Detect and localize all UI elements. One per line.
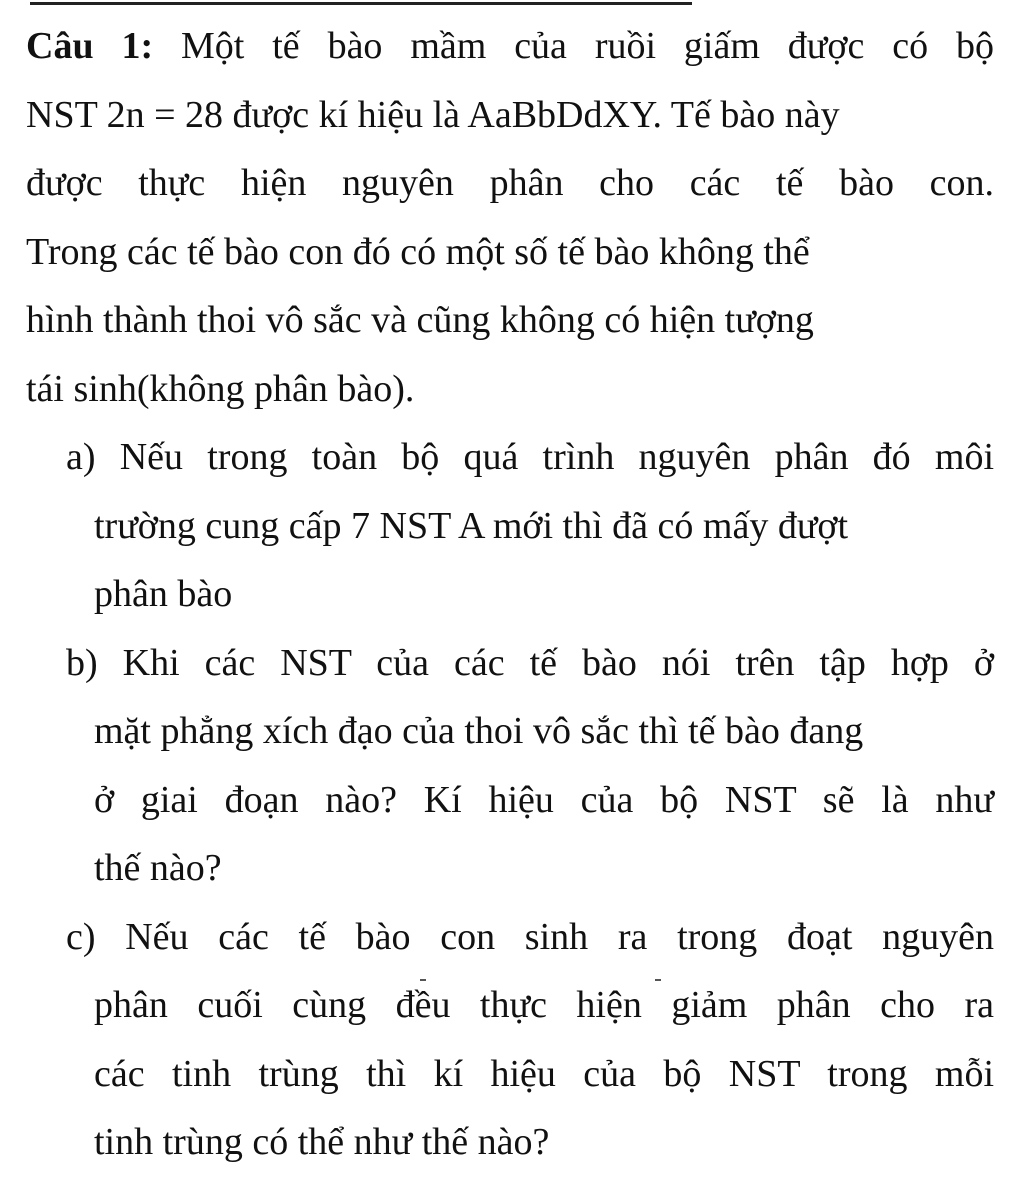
part-a-line: phân bào xyxy=(94,573,233,615)
part-c-line: các tinh trùng thì kí hiệu của bộ NST trong mỗi xyxy=(94,1052,994,1095)
part-a-line: a) Nếu trong toàn bộ quá trình nguyên phân đó môi xyxy=(66,436,994,478)
part-b-line: ở giai đoạn nào? Kí hiệu của bộ NST sẽ là như xyxy=(94,778,994,821)
part-b-line: b) Khi các NST của các tế bào nói trên tập hợp ở xyxy=(66,641,994,684)
question-line: được thực hiện nguyên phân cho các tế bào con. xyxy=(26,162,994,204)
part-c-line: c) Nếu các tế bào con sinh ra trong đoạt nguyên xyxy=(66,915,994,958)
ink-mark xyxy=(420,979,426,981)
part-a-line: trường cung cấp 7 NST A mới thì đã có mấy đượt xyxy=(94,504,849,547)
question-line: tái sinh(không phân bào). xyxy=(26,367,415,410)
question-line xyxy=(26,12,994,81)
question-line: NST 2n = 28 được kí hiệu là AaBbDdXY. Tế bào này xyxy=(26,93,840,136)
bottom-marks xyxy=(0,975,1024,987)
top-rule xyxy=(30,2,692,5)
question-block xyxy=(26,12,994,1177)
question-line: Trong các tế bào con đó có một số tế bào không thể xyxy=(26,230,810,273)
part-c-line: phân cuối cùng đều thực hiện giảm phân cho ra xyxy=(94,984,994,1026)
part-b-line: thế nào? xyxy=(94,847,222,889)
part-c-line: tinh trùng có thể như thế nào? xyxy=(94,1121,550,1163)
question-text: Một tế bào mầm của ruồi giấm được có bộ xyxy=(181,25,994,67)
question-line: hình thành thoi vô sắc và cũng không có hiện tượng xyxy=(26,299,814,341)
question-label: Câu 1: xyxy=(26,25,154,67)
part-b-line: mặt phẳng xích đạo của thoi vô sắc thì tế bào đang xyxy=(94,710,864,752)
ink-mark xyxy=(655,979,661,981)
